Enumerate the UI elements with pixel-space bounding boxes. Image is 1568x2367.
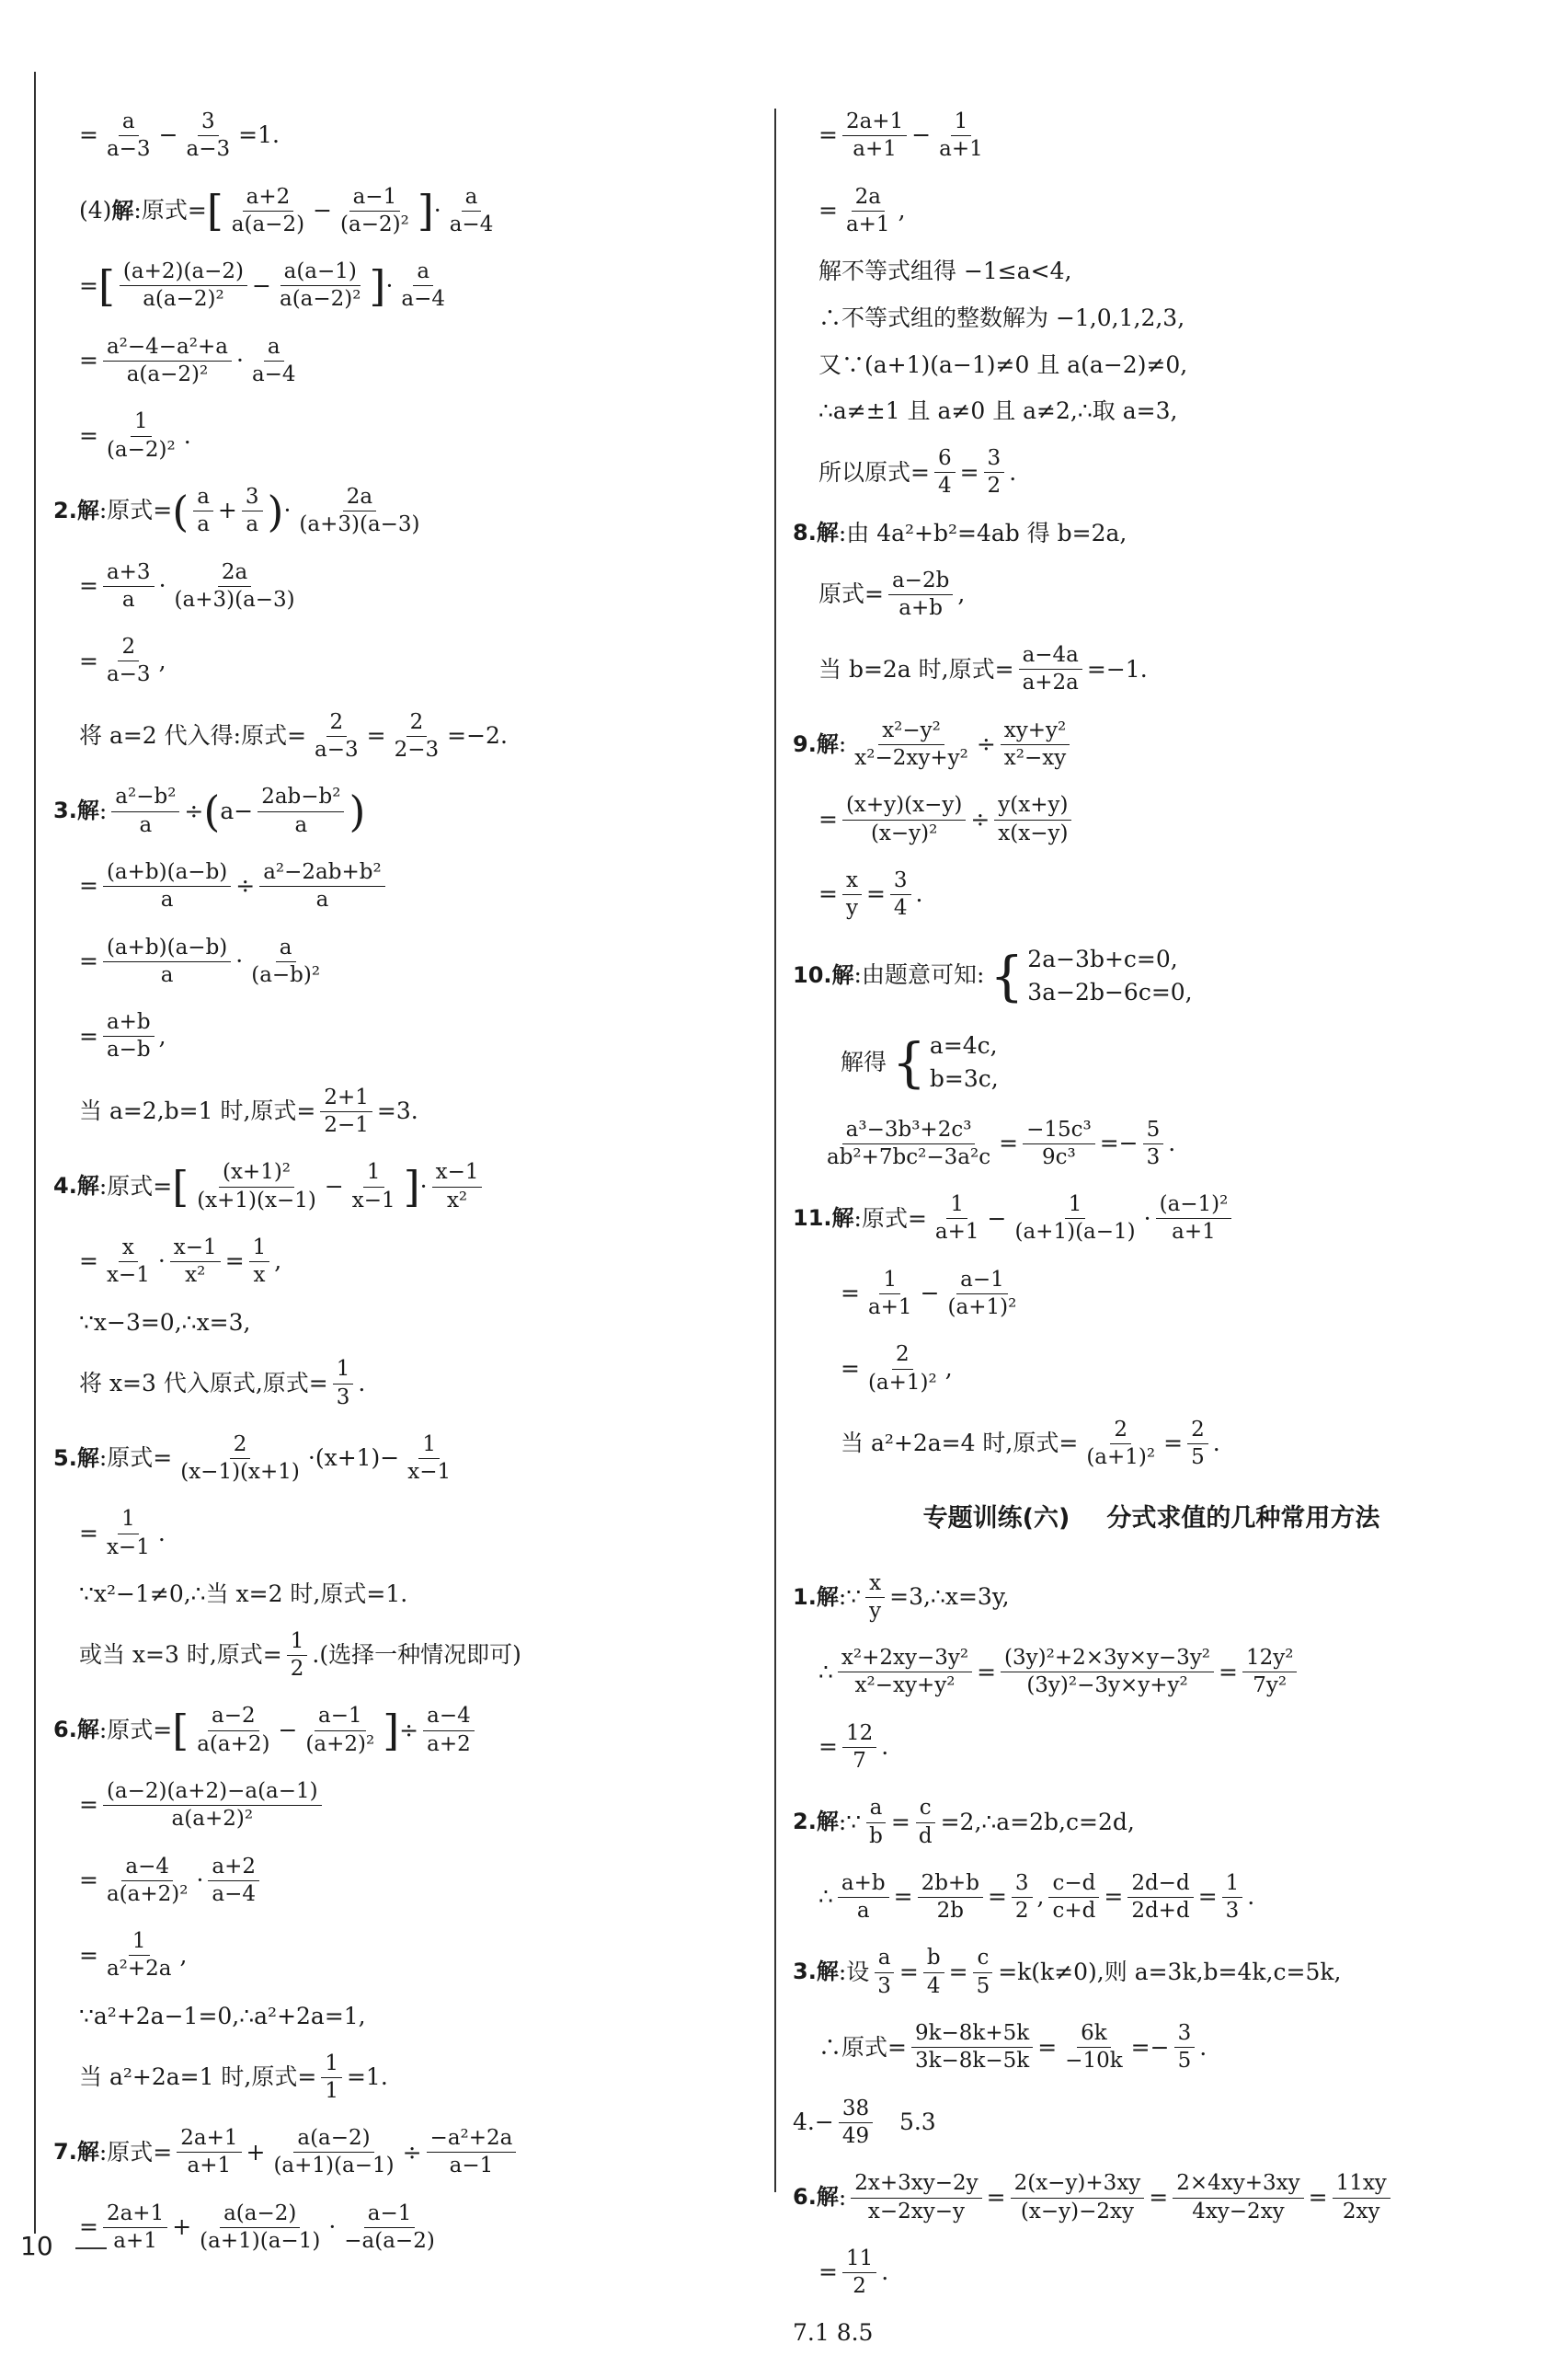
left-column xyxy=(53,109,734,2275)
section-heading: 专题训练(六) 分式求值的几种常用方法 xyxy=(922,1504,1380,1534)
line: 8. 解 : 由 4a²+b²=4ab 得 b=2a, xyxy=(793,519,1127,546)
line: 将 x=3 代入原式,原式= $\frac{1}{3}$ . xyxy=(79,1357,366,1409)
column-divider xyxy=(774,109,776,2192)
line: 将 a=2 代入得:原式= $\frac{2}{a-3}$ = $\frac{2}{2-3}$ =−2. xyxy=(79,709,508,763)
line: 解得 { a=4c, b=3c, xyxy=(841,1031,999,1095)
line: = $\frac{1}{x-1}$ . xyxy=(79,1507,166,1559)
line: ∴原式= $\frac{9k-8k+5k}{3k-8k-5k}$ = $\frac{6k}{-10k}$ =− $\frac{3}{5}$ . xyxy=(818,2021,1207,2074)
line: 所以原式= $\frac{6}{4}$ = $\frac{3}{2}$ . xyxy=(818,446,1017,499)
line: ∴ $\frac{\text{x²+2xy−3y²}}{\text{x²−xy+y²}}$ = $\frac{\text{(3y)²+2×3y×y−3y²}}{\text{(3y)²−3y×y+y²}}$ = $\frac{\text{12y²}}{\text{7y²}}$ xyxy=(793,1645,1510,1700)
line: = $\frac{2a+1}{a+1}$ + $\frac{a(a-2)}{(a+1)(a-1)}$ · $\frac{a-1}{-a(a-2)}$ xyxy=(79,2200,435,2253)
line: = $\frac{a}{a-3}$ − $\frac{3}{a-3}$ =1. xyxy=(79,109,280,162)
line: ∴a≠±1 且 a≠0 且 a≠2,∴取 a=3, xyxy=(818,397,1178,425)
right-column xyxy=(793,109,1510,2367)
page-number: 10 xyxy=(20,2231,53,2261)
line: 3. 解 : 设 $\frac{a}{3}$ = $\frac{b}{4}$ = $\frac{c}{5}$ =k(k≠0),则 a=3k,b=4k,c=5k, xyxy=(793,1946,1342,1998)
line: 6. 解 : $\frac{2x+3xy-2y}{x-2xy-y}$ = $\frac{2(x-y)+3xy}{(x-y)-2xy}$ = $\frac{2\times 4xy+3xy}{4xy-2xy}$ = $\frac{11xy}{2xy}$ xyxy=(793,2170,1510,2225)
line: 6. 解 : 原式 = [ $\frac{a-2}{a(a+2)}$ − $\frac{a-1}{\text{(a+2)²}}$ ] ÷ $\frac{a-4}{a+2}$ xyxy=(53,1703,734,1758)
line: = $\frac{2a}{a+1}$ , xyxy=(818,184,906,236)
line: = $\frac{\text{a²−4−a²+a}}{\text{a(a−2)²}}$ · $\frac{a}{a-4}$ xyxy=(79,334,296,387)
line: = $\frac{1}{\text{a²+2a}}$ , xyxy=(79,1929,188,1982)
line: = $\frac{(x+y)(x-y)}{\text{(x−y)²}}$ ÷ $\frac{y(x+y)}{x(x-y)}$ xyxy=(793,792,1510,847)
line: 2. 解 :∵ $\frac{a}{b}$ = $\frac{c}{d}$ =2,∴a=2b,c=2d, xyxy=(793,1796,1135,1848)
line: ∵x²−1≠0,∴当 x=2 时,原式=1. xyxy=(79,1580,408,1608)
line: ∵x−3=0,∴x=3, xyxy=(79,1308,251,1336)
line: = $\frac{11}{2}$ . xyxy=(818,2246,889,2299)
line: = $\frac{2a+1}{a+1}$ − $\frac{1}{a+1}$ xyxy=(818,109,983,162)
line: 当 a²+2a=1 时,原式= $\frac{1}{1}$ =1. xyxy=(79,2051,388,2103)
line: 当 a=2,b=1 时,原式= $\frac{2+1}{2-1}$ =3. xyxy=(79,1085,418,1138)
line: = $\frac{2}{a-3}$ , xyxy=(79,635,166,687)
line: 或当 x=3 时,原式= $\frac{1}{2}$ .(选择一种情况即可) xyxy=(79,1628,521,1682)
line: = $\frac{a+3}{a}$ · $\frac{2a}{(a+3)(a-3)}$ xyxy=(79,559,295,612)
line: = $\frac{(a+b)(a-b)}{a}$ · $\frac{a}{\text{(a−b)²}}$ xyxy=(79,935,321,987)
line: = $\frac{12}{7}$ . xyxy=(818,1720,889,1773)
line: 10. 解 : 由题意可知: { 2a−3b+c=0, 3a−2b−6c=0, xyxy=(793,944,1193,1007)
line: $\frac{\text{a³−3b³+2c³}}{\text{ab²+7bc²−3a²c}}$ = $\frac{\text{−15c³}}{\text{9c³}}$ =− $\frac{5}{3}$ . xyxy=(827,1117,1176,1169)
line: 原式 = $\frac{a-2b}{a+b}$ , xyxy=(818,568,966,620)
line: = $\frac{a-4}{\text{a(a+2)²}}$ · $\frac{a+2}{a-4}$ xyxy=(53,1854,734,1909)
line: 9. 解 : $\frac{\text{x²−y²}}{\text{x²−2xy+y²}}$ ÷ $\frac{\text{xy+y²}}{\text{x²−xy}}$ xyxy=(793,718,1510,773)
line: 当 b=2a 时,原式= $\frac{a-4a}{a+2a}$ =−1. xyxy=(818,643,1148,695)
line: = $\frac{x}{y}$ = $\frac{3}{4}$ . xyxy=(818,868,923,921)
line: = $\frac{1}{\text{(a−2)²}}$ . xyxy=(79,409,191,462)
line: ∵a²+2a−1=0,∴a²+2a=1, xyxy=(79,2002,366,2029)
line: (4) 解 : 原式 = [ $\frac{a+2}{a(a-2)}$ − $\frac{a-1}{\text{(a−2)²}}$ ] · $\frac{a}{a-4}$ xyxy=(79,184,494,236)
line: 11. 解 : 原式 = $\frac{1}{a+1}$ − $\frac{1}{(a+1)(a-1)}$ · $\frac{\text{(a−1)²}}{a+1}$ xyxy=(793,1191,1510,1247)
line: 解不等式组得 −1≤a<4, xyxy=(818,258,1072,285)
line: 又∵(a+1)(a−1)≠0 且 a(a−2)≠0, xyxy=(818,350,1188,378)
line: = $\frac{x}{x-1}$ · $\frac{x-1}{\text{x²}}$ = $\frac{1}{x}$ , xyxy=(79,1235,282,1288)
line: = [ $\frac{(a+2)(a-2)}{\text{a(a−2)²}}$ − $\frac{a(a-1)}{\text{a(a−2)²}}$ ] · $\frac{a}{a-4}$ xyxy=(79,259,446,312)
line: 3. 解 : $\frac{\text{a²−b²}}{a}$ ÷ ( a− $\frac{\text{2ab−b²}}{a}$ ) xyxy=(53,785,366,837)
line: = $\frac{(a+b)(a-b)}{a}$ ÷ $\frac{\text{a²−2ab+b²}}{a}$ xyxy=(53,859,734,914)
line: ∴ $\frac{a+b}{a}$ = $\frac{2b+b}{2b}$ = $\frac{3}{2}$ , $\frac{c-d}{c+d}$ = $\frac{2d-d}{2d+d}$ = $\frac{1}{3}$ . xyxy=(818,1870,1255,1924)
line: 7.1 8.5 xyxy=(793,2319,874,2347)
line: 7. 解 : 原式 = $\frac{2a+1}{a+1}$ + $\frac{a(a-2)}{(a+1)(a-1)}$ ÷ $\frac{\text{−a²+2a}}{a-1}$ xyxy=(53,2125,734,2180)
line: = $\frac{a+b}{a-b}$ , xyxy=(79,1010,166,1063)
left-margin-line xyxy=(34,72,36,2234)
line: = $\frac{(a-2)(a+2)-a(a-1)}{\text{a(a+2)²}}$ xyxy=(53,1778,734,1833)
line: 4.− $\frac{38}{49}$ 5.3 xyxy=(793,2096,936,2148)
line: 5. 解 : 原式 = $\frac{2}{(x-1)(x+1)}$ ·(x+1)− $\frac{1}{x-1}$ xyxy=(53,1431,452,1485)
line: = $\frac{1}{a+1}$ − $\frac{a-1}{\text{(a+1)²}}$ xyxy=(841,1267,1017,1319)
line: 当 a²+2a=4 时,原式= $\frac{2}{\text{(a+1)²}}$ = $\frac{2}{5}$ . xyxy=(841,1417,1220,1470)
line: ∴不等式组的整数解为 −1,0,1,2,3, xyxy=(818,304,1185,331)
line: 1. 解 :∵ $\frac{x}{y}$ =3, ∴x=3y, xyxy=(793,1570,1010,1623)
line: 4. 解 : 原式 = [ $\frac{\text{(x+1)²}}{(x+1)(x-1)}$ − $\frac{1}{x-1}$ ] · $\frac{x-1}{\text{x²}}$ xyxy=(53,1159,734,1214)
line: = $\frac{2}{\text{(a+1)²}}$ , xyxy=(841,1342,953,1395)
line: 2. 解 : 原式 = ( $\frac{a}{a}$ + $\frac{3}{a}$ ) · $\frac{2a}{(a+3)(a-3)}$ xyxy=(53,484,420,537)
